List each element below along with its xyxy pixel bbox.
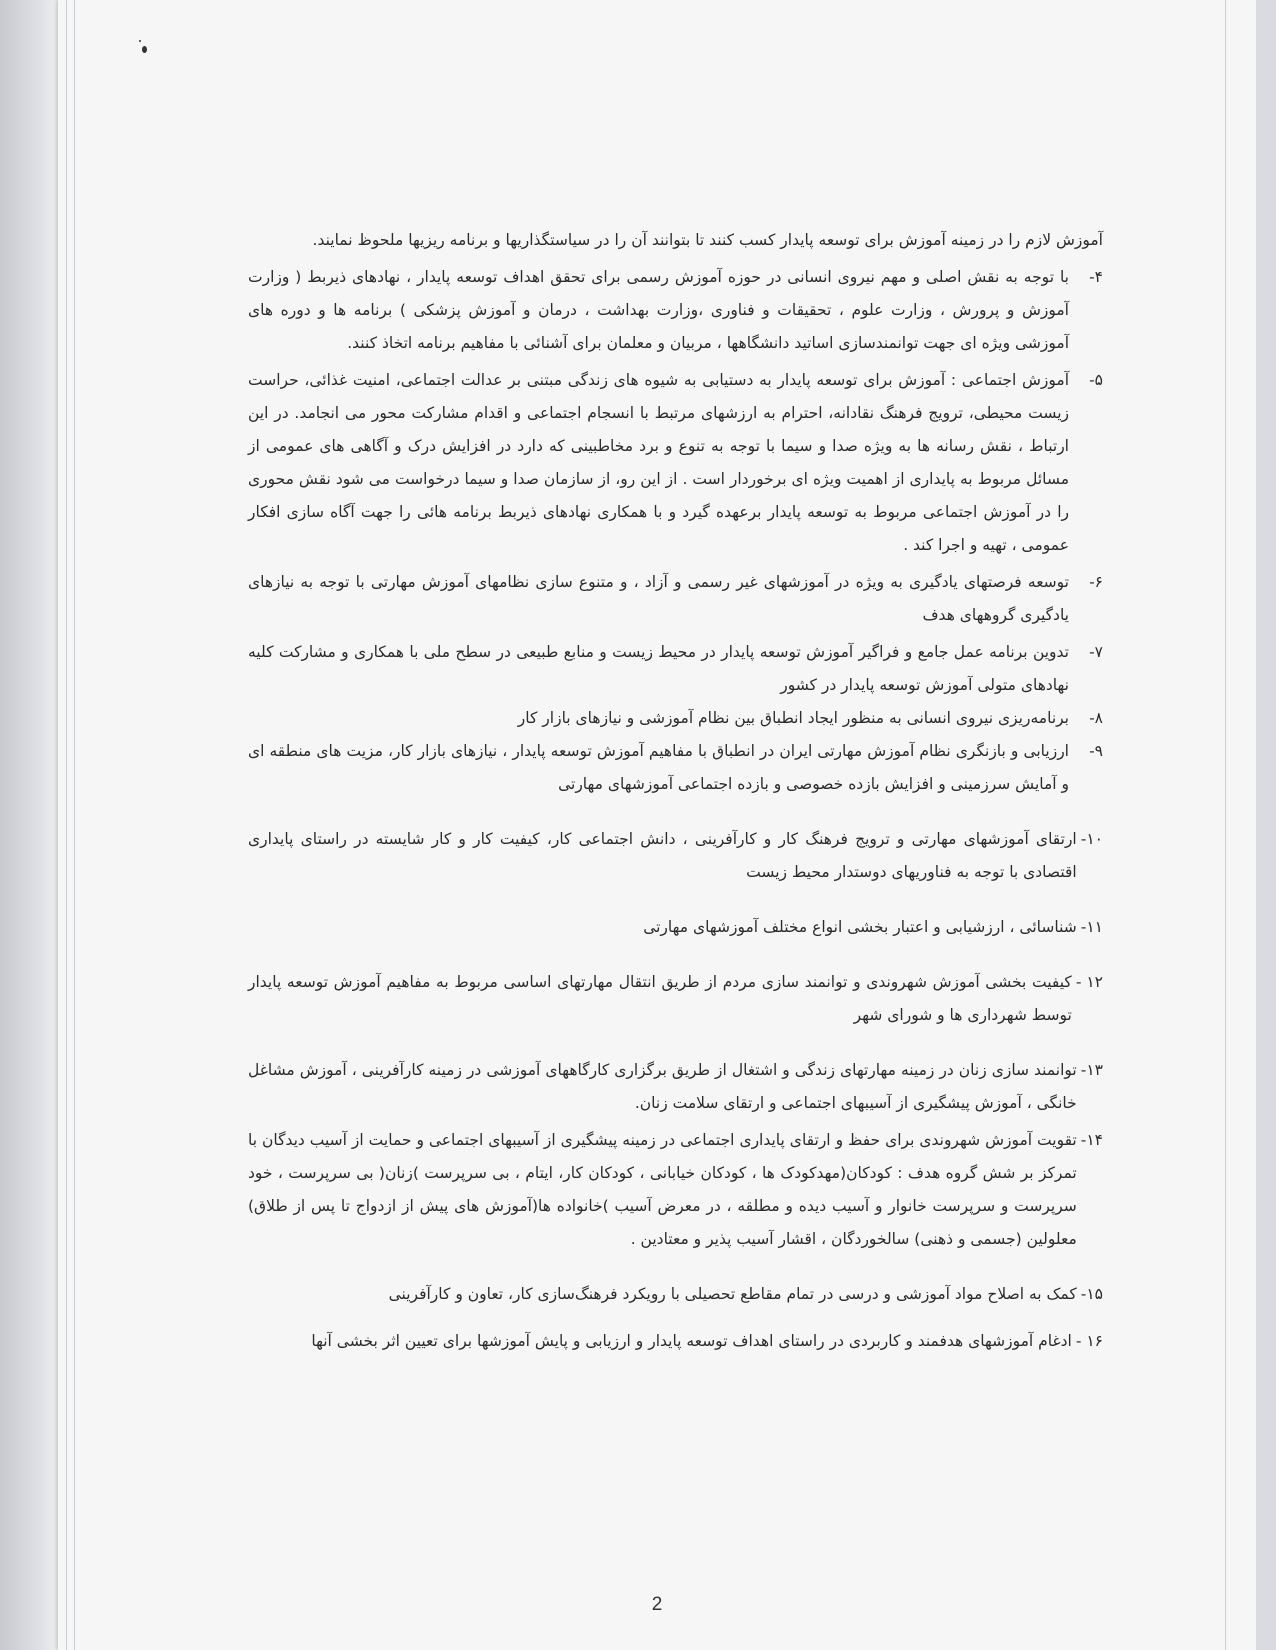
item-number: ۶- xyxy=(1089,573,1103,591)
item-text: ارزیابی و بازنگری نظام آموزش مهارتی ایران در انطباق با مفاهیم آموزش توسعه پایدار ، نیازهای بازار کار، مزیت های منطقه ای و آمایش سرزمینی و افزایش بازده خصوصی و بازده اجتماعی آموزشهای مهارتی xyxy=(248,742,1069,793)
item-text: آموزش اجتماعی : آموزش برای توسعه پایدار به دستیابی به شیوه های زندگی مبتنی بر عدالت اجتماعی، امنیت غذائی، حراست زیست محیطی، ترویج فرهنگ نقادانه، احترام به ارزشهای مرتبط با انسجام اجتماعی و اقدام مشارکت محور می انجامد. در این ارتباط ، نقش رسانه ها به ویژه صدا و سیما با توجه به تنوع و برد مخاطبینی که دارد در افزایش درک و آگاهی های عمومی از مسائل مربوط به پایداری از اهمیت ویژه ای برخوردار است . از این رو، از سازمان صدا و سیما درخواست می شود نقش محوری را در آموزش اجتماعی مربوط به توسعه پایدار برعهده گیرد و با همکاری نهادهای ذیربط برنامه هائی را جهت آگاه سازی افکار عمومی ، تهیه و اجرا کند . xyxy=(248,371,1069,554)
page-edge-line xyxy=(1225,0,1226,1650)
item-number: ۱۵- xyxy=(1080,1285,1103,1303)
item-text: تقویت آموزش شهروندی برای حفظ و ارتقای پایداری اجتماعی در زمینه پیشگیری از آسیبهای اجتماعی و حمایت از آسیب دیدگان با تمرکز بر شش گروه هدف : کودکان(مهدکودک ها ، کودکان خیابانی ، کودکان کار، ایتام ، بی سرپرست )زنان( بی سرپرست ، خود سرپرست و سرپرست خانوار و آسیب دیده و مطلقه ، در معرض آسیب )خانواده ها(آموزش های پیش از ازدواج تا پس از طلاق) معلولین (جسمی و ذهنی) سالخوردگان ، اقشار آسیب پذیر و معتادین . xyxy=(248,1131,1077,1248)
item-text: توانمند سازی زنان در زمینه مهارتهای زندگی و اشتغال از طریق برگزاری کارگاههای آموزشی در زمینه کارآفرینی ، آموزش مشاغل خانگی ، آموزش پیشگیری از آسیبهای اجتماعی و ارتقای سلامت زنان. xyxy=(248,1061,1077,1112)
scan-speck xyxy=(142,46,147,53)
item-text: ارتقای آموزشهای مهارتی و ترویج فرهنگ کار و کارآفرینی ، دانش اجتماعی کار، کیفیت کار و کار شایسته در راستای پایداری اقتصادی با توجه به فناوریهای دوستدار محیط زیست xyxy=(248,830,1077,881)
document-body xyxy=(248,224,1103,1358)
scan-speck xyxy=(139,40,141,42)
item-number: ۱۳- xyxy=(1080,1061,1103,1079)
item-number: ۱۲ - xyxy=(1075,973,1103,991)
item-number: ۱۴- xyxy=(1080,1131,1103,1149)
list-item-6 xyxy=(248,566,1103,632)
item-number: ۸- xyxy=(1089,709,1103,727)
list-item-14 xyxy=(248,1124,1103,1256)
scan-left-margin xyxy=(0,0,58,1650)
list-item-16 xyxy=(248,1325,1103,1358)
item-number: ۴- xyxy=(1089,268,1103,286)
intro-paragraph: آموزش لازم را در زمینه آموزش برای توسعه پایدار کسب کنند تا بتوانند آن را در سیاستگذاریها و برنامه ریزیها ملحوظ نمایند. xyxy=(312,231,1103,249)
item-number: ۱۶ - xyxy=(1075,1332,1103,1350)
list-item-7 xyxy=(248,636,1103,702)
item-text: تدوین برنامه عمل جامع و فراگیر آموزش توسعه پایدار در محیط زیست و منابع طبیعی در سطح ملی با همکاری و مشارکت کلیه نهادهای متولی آموزش توسعه پایدار در کشور xyxy=(248,643,1069,694)
page-number: 2 xyxy=(651,1594,663,1615)
item-text: ادغام آموزشهای هدفمند و کاربردی در راستای اهداف توسعه پایدار و ارزیابی و پایش آموزشها برای تعیین اثر بخشی آنها xyxy=(311,1332,1072,1350)
document-page xyxy=(58,0,1256,1650)
item-number: ۷- xyxy=(1089,643,1103,661)
item-text: کمک به اصلاح مواد آموزشی و درسی در تمام مقاطع تحصیلی با رویکرد فرهنگ‌سازی کار، تعاون و کارآفرینی xyxy=(388,1285,1077,1303)
list-item-8 xyxy=(248,702,1103,735)
list-item-5 xyxy=(248,364,1103,562)
item-number: ۱۰- xyxy=(1080,830,1103,848)
item-text: برنامه‌ریزی نیروی انسانی به منظور ایجاد انطباق بین نظام آموزشی و نیازهای بازار کار xyxy=(517,709,1069,727)
list-item-11 xyxy=(248,911,1103,944)
item-number: ۱۱- xyxy=(1080,918,1103,936)
item-number: ۵- xyxy=(1089,371,1103,389)
list-item-12 xyxy=(248,966,1103,1032)
page-edge-line xyxy=(66,0,67,1650)
item-text: توسعه فرصتهای یادگیری به ویژه در آموزشهای غیر رسمی و آزاد ، و متنوع سازی نظامهای آموزش مهارتی با توجه به نیازهای یادگیری گروههای هدف xyxy=(248,573,1069,624)
list-item-4 xyxy=(248,261,1103,360)
item-text: شناسائی ، ارزشیابی و اعتبار بخشی انواع مختلف آموزشهای مهارتی xyxy=(643,918,1077,936)
item-number: ۹- xyxy=(1089,742,1103,760)
list-item-10 xyxy=(248,823,1103,889)
list-item-9 xyxy=(248,735,1103,801)
item-text: کیفیت بخشی آموزش شهروندی و توانمند سازی مردم از طریق انتقال مهارتهای اساسی مربوط به مفاهیم آموزش توسعه پایدار توسط شهرداری ها و شورای شهر xyxy=(248,973,1072,1024)
list-item-13 xyxy=(248,1054,1103,1120)
list-item-15 xyxy=(248,1278,1103,1311)
item-text: با توجه به نقش اصلی و مهم نیروی انسانی در حوزه آموزش رسمی برای تحقق اهداف توسعه پایدار ، نهادهای ذیربط ( وزارت آموزش و پرورش ، وزارت علوم ، تحقیقات و فناوری ،وزارت بهداشت ، درمان و آموزش پزشکی ) برنامه ها و دوره های آموزشی ویژه ای جهت توانمندسازی اساتید دانشگاهها ، مربیان و معلمان برای آشنائی با مفاهیم برنامه اتخاذ کنند. xyxy=(248,268,1069,352)
page-edge-line xyxy=(74,0,75,1650)
